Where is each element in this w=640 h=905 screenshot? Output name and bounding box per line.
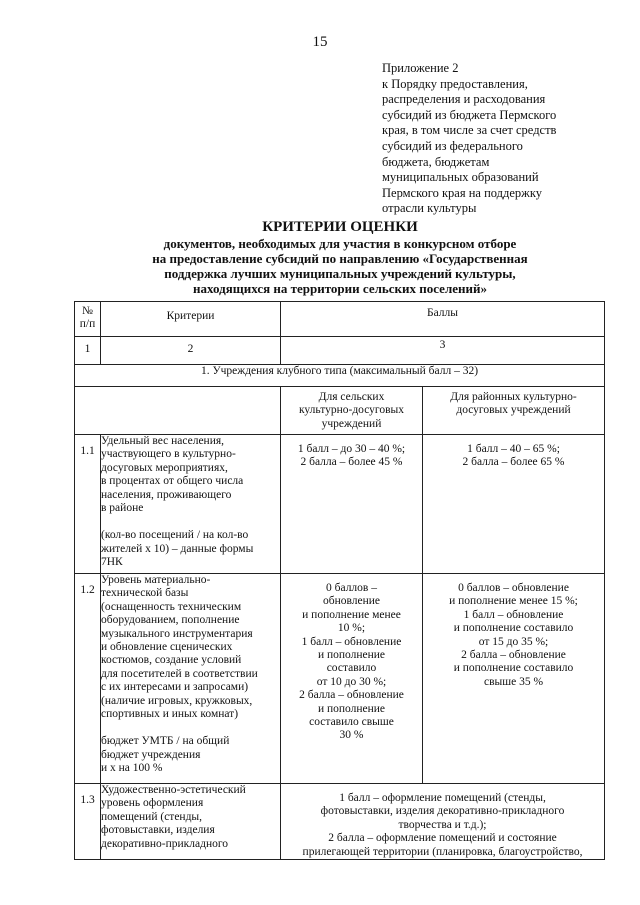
- points-line: 1 балл – обновление: [301, 635, 402, 648]
- rural-points-cell: [281, 435, 423, 574]
- section-title: 1. Учреждения клубного типа (максимальный балл – 32): [75, 365, 605, 387]
- column-number: 3: [281, 337, 605, 365]
- criteria-cell: [101, 574, 281, 784]
- points-line: свыше 35 %: [483, 675, 544, 688]
- criteria-line: музыкального инструментария: [101, 627, 253, 640]
- subtitle-line: находящихся на территории сельских поселений»: [193, 281, 487, 296]
- points-line: 0 баллов – обновление: [458, 582, 569, 594]
- rural-points-cell: [281, 574, 423, 784]
- criteria-line: помещений (стенды,: [101, 810, 203, 823]
- points-line: 10 %;: [337, 622, 366, 635]
- criteria-line: (оснащенность техническим: [101, 600, 242, 613]
- points-line: творчества и т.д.);: [398, 818, 487, 831]
- table-header-row: [75, 302, 605, 337]
- section-row: [75, 365, 605, 387]
- appendix-note: [382, 61, 622, 217]
- formula-line: бюджет УМТБ / на общий: [101, 735, 230, 748]
- criteria-cell: [101, 435, 281, 574]
- points-line: и пополнение составило: [453, 662, 574, 675]
- document-title-block: [60, 218, 620, 296]
- criteria-line: досуговых мероприятиях,: [101, 461, 228, 474]
- page-number: 15: [312, 34, 328, 50]
- header-num-line: п/п: [79, 318, 96, 331]
- subheader-rural: [281, 387, 423, 435]
- subheader-district: [423, 387, 605, 435]
- subheader-empty-cell: [75, 387, 281, 435]
- appendix-line: субсидий из бюджета Пермского: [382, 107, 557, 122]
- criteria-line: с их интересами и запросами): [101, 681, 249, 694]
- points-line: 1 балл – обновление: [463, 608, 564, 621]
- points-line: фотовыставки, изделия декоративно-прикладного: [320, 805, 565, 818]
- row-number: 1.2: [75, 574, 101, 784]
- header-criteria-cell: Критерии: [101, 302, 281, 337]
- district-points-cell: [423, 574, 605, 784]
- criteria-line: и обновление сценических: [101, 641, 233, 654]
- points-line: 2 балла – обновление: [461, 649, 566, 662]
- table-row: [75, 435, 605, 574]
- criteria-line: оборудованием, пополнение: [101, 614, 240, 627]
- points-line: 2 балла – обновление: [299, 689, 404, 702]
- subtitle-line: поддержка лучших муниципальных учреждений культуры,: [164, 266, 516, 281]
- header-num-line: №: [82, 305, 93, 317]
- subheader-row: [75, 387, 605, 435]
- points-line: 2 балла – более 45 %: [300, 456, 403, 469]
- points-line: 1 балл – оформление помещений (стенды,: [339, 792, 546, 804]
- criteria-line: технической базы: [101, 587, 189, 600]
- formula-line: жителей х 10) – данные формы: [101, 542, 254, 555]
- points-line: обновление: [322, 595, 381, 608]
- column-numbers-row: [75, 337, 605, 365]
- points-line: 0 баллов –: [326, 582, 377, 594]
- column-number: 2: [101, 337, 281, 365]
- subheader-rural-line: Для сельских: [318, 391, 385, 403]
- points-line: от 10 до 30 %;: [316, 675, 387, 688]
- criteria-line: в процентах от общего числа: [101, 475, 244, 488]
- subheader-district-line: досуговых учреждений: [456, 404, 571, 417]
- appendix-line: бюджета, бюджетам: [382, 154, 490, 169]
- points-line: составило: [326, 662, 377, 675]
- points-line: прилегающей территории (планировка, благоустройство,: [302, 845, 583, 858]
- points-line: 2 балла – более 65 %: [462, 456, 565, 469]
- row-number: 1.1: [75, 435, 101, 574]
- criteria-line: населения, проживающего: [101, 488, 232, 501]
- appendix-line: отрасли культуры: [382, 201, 477, 216]
- formula-line: бюджет учреждения: [101, 748, 201, 761]
- table-row: [75, 784, 605, 860]
- criteria-line: спортивных и иных комнат): [101, 708, 239, 721]
- table-row: [75, 574, 605, 784]
- criteria-line: фотовыставки, изделия: [101, 824, 215, 837]
- points-line: от 15 до 35 %;: [478, 635, 549, 648]
- appendix-line: края, в том числе за счет средств: [382, 123, 557, 138]
- subheader-rural-line: учреждений: [321, 417, 382, 430]
- points-line: 2 балла – оформление помещений и состояние: [328, 832, 557, 845]
- appendix-line: Пермского края на поддержку: [382, 185, 542, 200]
- row-number: 1.3: [75, 784, 101, 860]
- appendix-line: к Порядку предоставления,: [382, 76, 528, 91]
- document-title: КРИТЕРИИ ОЦЕНКИ: [262, 219, 418, 235]
- subheader-district-line: Для районных культурно-: [450, 391, 577, 403]
- criteria-line: Удельный вес населения,: [101, 435, 225, 447]
- points-line: 1 балл – 40 – 65 %;: [467, 443, 560, 455]
- subtitle-line: на предоставление субсидий по направлению «Государственная: [152, 251, 528, 266]
- points-line: 1 балл – до 30 – 40 %;: [297, 443, 406, 455]
- formula-line: и х на 100 %: [101, 762, 163, 775]
- points-line: и пополнение: [317, 702, 386, 715]
- header-points-cell: Баллы: [281, 302, 605, 337]
- criteria-line: декоративно-прикладного: [101, 837, 229, 850]
- appendix-line: распределения и расходования: [382, 92, 546, 107]
- points-line: составило свыше: [309, 716, 394, 729]
- formula-line: (кол-во посещений / на кол-во: [101, 529, 249, 542]
- subheader-rural-line: культурно-досуговых: [299, 404, 404, 417]
- criteria-line: участвующего в культурно-: [101, 448, 236, 461]
- appendix-line: муниципальных образований: [382, 170, 539, 185]
- subtitle-line: документов, необходимых для участия в конкурсном отборе: [163, 236, 517, 251]
- criteria-line: Уровень материально-: [101, 574, 211, 586]
- points-line: и пополнение составило: [453, 622, 574, 635]
- criteria-line: в районе: [101, 502, 144, 515]
- criteria-line: (наличие игровых, кружковых,: [101, 694, 253, 707]
- points-line: и пополнение менее: [302, 608, 401, 621]
- criteria-cell: [101, 784, 281, 860]
- document-subtitle: [60, 236, 620, 296]
- criteria-line: костюмов, создание условий: [101, 654, 242, 667]
- criteria-line: уровень оформления: [101, 797, 204, 810]
- criteria-table: [74, 301, 605, 860]
- column-number: 1: [75, 337, 101, 365]
- criteria-line: для посетителей в соответствии: [101, 667, 258, 680]
- formula-line: 7НК: [101, 556, 123, 569]
- header-num-cell: [75, 302, 101, 337]
- criteria-line: Художественно-эстетический: [101, 784, 246, 796]
- points-cell: [281, 784, 605, 860]
- points-line: и пополнение: [317, 649, 386, 662]
- points-line: 30 %: [339, 729, 364, 742]
- district-points-cell: [423, 435, 605, 574]
- points-line: и пополнение менее 15 %;: [449, 595, 578, 608]
- appendix-line: субсидий из федерального: [382, 138, 523, 153]
- appendix-line: Приложение 2: [382, 61, 459, 75]
